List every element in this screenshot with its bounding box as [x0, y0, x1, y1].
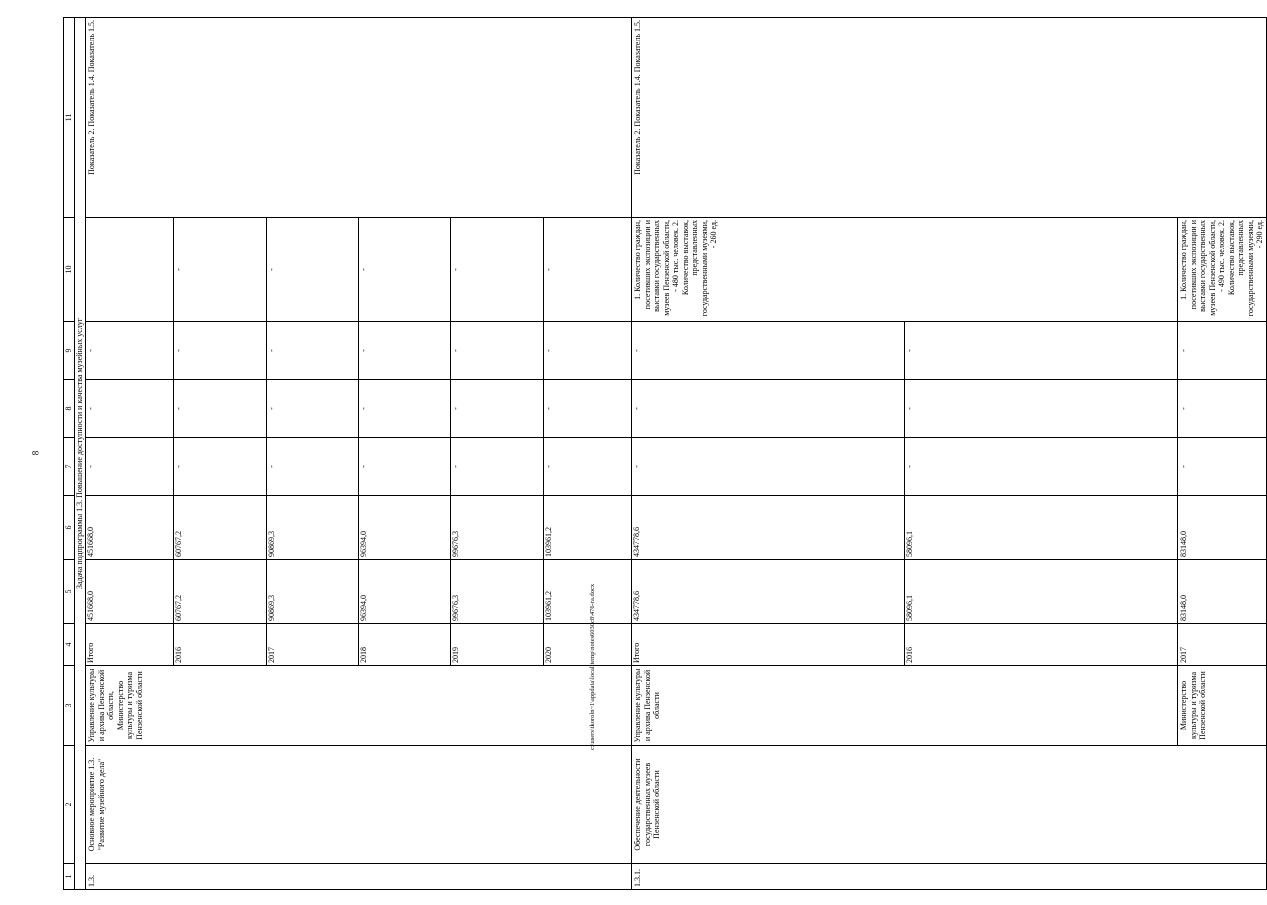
dash: -	[451, 380, 543, 437]
value: 434778,6	[632, 496, 905, 559]
value: 451668,0	[86, 496, 174, 559]
value: 103961,2	[543, 527, 553, 557]
col-header-1: 1	[64, 864, 75, 890]
col8-values	[86, 380, 632, 438]
col-header-4: 4	[64, 624, 75, 666]
years-cell	[86, 624, 632, 666]
value: 58096,1	[905, 531, 914, 557]
col10-values	[86, 218, 632, 322]
dash	[86, 218, 174, 321]
year: 2020	[543, 647, 553, 663]
value: 90869,3	[266, 560, 358, 623]
value: 103961,2	[543, 591, 553, 621]
executor: Управление культуры и архива Пензенской области	[632, 666, 1178, 746]
indicators: Показатель 2. Показатель 1.4. Показатель 1.5.	[632, 18, 1267, 218]
col-header-2: 2	[64, 746, 75, 864]
dash: -	[358, 218, 450, 321]
year: 2016	[174, 624, 266, 665]
years-cell	[632, 624, 1178, 666]
dash: -	[451, 438, 543, 495]
col-header-7: 7	[64, 438, 75, 496]
col8-values	[632, 380, 1178, 438]
executor: Управление культуры и архива Пензенской области, Министерство культуры и туризма Пензенской области	[86, 666, 632, 746]
dash: -	[174, 380, 266, 437]
dash: -	[358, 380, 450, 437]
task-title: Задача подпрограммы 1.3. Повышение доступности и качества музейных услуг	[75, 18, 86, 890]
value: 90869,3	[266, 496, 358, 559]
dash: -	[266, 380, 358, 437]
dash: -	[543, 407, 553, 410]
task-row	[75, 18, 86, 890]
dash: -	[358, 438, 450, 495]
expected-result: 1. Количество граждан, посетивших экспозиции и выставки государственных музеев Пензенской области, - 490 тыс. человек. 2. Количество выставок, представленных государственными музеями, - 290 ед.	[1178, 218, 1267, 322]
col5-values	[86, 560, 632, 624]
col-header-8: 8	[64, 380, 75, 438]
table-row	[86, 18, 632, 890]
year: 2017	[266, 624, 358, 665]
col5-values	[632, 560, 1178, 624]
dash: -	[86, 322, 174, 379]
dash: -	[1178, 322, 1267, 380]
row-number: 1.3.	[86, 864, 632, 890]
value: 451668,0	[86, 560, 174, 623]
table-row	[632, 18, 1178, 890]
dash: -	[905, 407, 914, 410]
footer-path: c:\users\tkoroln~1\appdata\local\temp\notes6030c8\476-ra.docx	[589, 583, 596, 750]
col9-values	[86, 322, 632, 380]
dash: -	[543, 465, 553, 468]
header-row	[64, 18, 75, 890]
value: 434778,6	[632, 560, 905, 623]
dash: -	[1178, 438, 1267, 496]
year: 2016	[905, 647, 914, 663]
dash: -	[1178, 380, 1267, 438]
measure-name: Обеспечение деятельности государственных музеев Пензенской области	[632, 746, 1267, 864]
value: 96394,0	[358, 560, 450, 623]
dash: -	[632, 322, 905, 379]
value: 96394,0	[358, 496, 450, 559]
dash: -	[543, 349, 553, 352]
value: 83148,0	[1178, 560, 1267, 624]
dash: -	[86, 380, 174, 437]
dash: -	[174, 218, 266, 321]
dash: -	[905, 465, 914, 468]
col6-values	[86, 496, 632, 560]
measures-table	[63, 17, 1267, 890]
col-header-10: 10	[64, 218, 75, 322]
col-header-3: 3	[64, 666, 75, 746]
col-header-11: 11	[64, 18, 75, 218]
dash: -	[632, 380, 905, 437]
page-number: 8	[30, 450, 41, 456]
row-number: 1.3.1.	[632, 864, 1267, 890]
col-header-9: 9	[64, 322, 75, 380]
expected-result: 1. Количество граждан, посетивших экспозиции и выставки государственных музеев Пензенской области, - 480 тыс. человек. 2. Количество выставок, представленных государственными музеями, - 260 ед.	[632, 218, 1178, 322]
col-header-6: 6	[64, 496, 75, 560]
value: 99676,3	[451, 560, 543, 623]
col7-values	[86, 438, 632, 496]
col7-values	[632, 438, 1178, 496]
year: 2018	[358, 624, 450, 665]
dash: -	[266, 438, 358, 495]
dash: -	[451, 218, 543, 321]
rotated-table-block	[63, 18, 1264, 890]
indicators: Показатель 2. Показатель 1.4. Показатель 1.5.	[86, 18, 632, 218]
dash: -	[905, 349, 914, 352]
dash: -	[451, 322, 543, 379]
value: 60767,2	[174, 496, 266, 559]
dash: -	[632, 438, 905, 495]
year: 2017	[1178, 624, 1267, 666]
year-total: Итого	[86, 624, 174, 665]
value: 99676,3	[451, 496, 543, 559]
col9-values	[632, 322, 1178, 380]
executor: Министерство культуры и туризма Пензенской области	[1178, 666, 1267, 746]
dash: -	[543, 268, 553, 271]
value: 83148,0	[1178, 496, 1267, 560]
col-header-5: 5	[64, 560, 75, 624]
measure-name: Основное мероприятие 1.3. "Развитие музейного дела"	[86, 746, 632, 864]
col6-values	[632, 496, 1178, 560]
dash: -	[174, 322, 266, 379]
year: 2019	[451, 624, 543, 665]
value: 58096,1	[905, 595, 914, 621]
dash: -	[86, 438, 174, 495]
dash: -	[174, 438, 266, 495]
dash: -	[266, 218, 358, 321]
dash: -	[358, 322, 450, 379]
year-total: Итого	[632, 624, 905, 665]
dash: -	[266, 322, 358, 379]
value: 60767,2	[174, 560, 266, 623]
